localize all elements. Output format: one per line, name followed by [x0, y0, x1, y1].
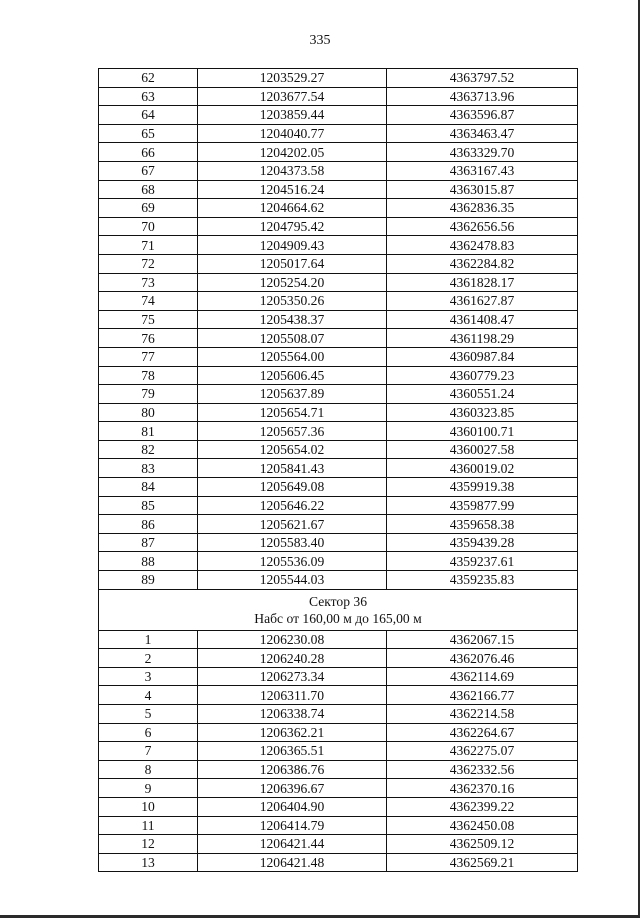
table-row: [99, 385, 578, 404]
table-row: [99, 571, 578, 590]
table-row: [99, 273, 578, 292]
y-coordinate-cell: 4363329.70: [387, 143, 578, 162]
x-coordinate-cell: 1205606.45: [198, 366, 387, 385]
x-coordinate-cell: 1205017.64: [198, 254, 387, 273]
table-row: [99, 217, 578, 236]
y-coordinate-cell: 4362076.46: [387, 649, 578, 668]
coordinates-rows-sector-35: [99, 69, 578, 590]
point-number-cell: 8: [99, 760, 198, 779]
x-coordinate-cell: 1205657.36: [198, 422, 387, 441]
x-coordinate-cell: 1205646.22: [198, 496, 387, 515]
y-coordinate-cell: 4362478.83: [387, 236, 578, 255]
x-coordinate-cell: 1205254.20: [198, 273, 387, 292]
point-number-cell: 73: [99, 273, 198, 292]
x-coordinate-cell: 1203859.44: [198, 106, 387, 125]
point-number-cell: 80: [99, 403, 198, 422]
y-coordinate-cell: 4362114.69: [387, 667, 578, 686]
y-coordinate-cell: 4362450.08: [387, 816, 578, 835]
page-number: 335: [309, 33, 331, 48]
table-row: [99, 686, 578, 705]
point-number-cell: 65: [99, 124, 198, 143]
point-number-cell: 71: [99, 236, 198, 255]
table-row: [99, 705, 578, 724]
table-row: [99, 533, 578, 552]
x-coordinate-cell: 1206396.67: [198, 779, 387, 798]
y-coordinate-cell: 4359877.99: [387, 496, 578, 515]
point-number-cell: 1: [99, 630, 198, 649]
table-row: [99, 478, 578, 497]
y-coordinate-cell: 4363797.52: [387, 69, 578, 88]
point-number-cell: 68: [99, 180, 198, 199]
x-coordinate-cell: 1205544.03: [198, 571, 387, 590]
y-coordinate-cell: 4361627.87: [387, 292, 578, 311]
y-coordinate-cell: 4363167.43: [387, 161, 578, 180]
x-coordinate-cell: 1206230.08: [198, 630, 387, 649]
y-coordinate-cell: 4360100.71: [387, 422, 578, 441]
y-coordinate-cell: 4362166.77: [387, 686, 578, 705]
y-coordinate-cell: 4362399.22: [387, 797, 578, 816]
x-coordinate-cell: 1205621.67: [198, 515, 387, 534]
sector-header-group: [99, 589, 578, 630]
y-coordinate-cell: 4360551.24: [387, 385, 578, 404]
x-coordinate-cell: 1204516.24: [198, 180, 387, 199]
coordinates-table: [98, 68, 578, 872]
point-number-cell: 67: [99, 161, 198, 180]
table-row: [99, 180, 578, 199]
point-number-cell: 78: [99, 366, 198, 385]
y-coordinate-cell: 4362836.35: [387, 199, 578, 218]
x-coordinate-cell: 1204909.43: [198, 236, 387, 255]
point-number-cell: 89: [99, 571, 198, 590]
point-number-cell: 3: [99, 667, 198, 686]
x-coordinate-cell: 1205654.02: [198, 440, 387, 459]
point-number-cell: 79: [99, 385, 198, 404]
table-row: [99, 853, 578, 872]
point-number-cell: 7: [99, 742, 198, 761]
y-coordinate-cell: 4359439.28: [387, 533, 578, 552]
point-number-cell: 70: [99, 217, 198, 236]
point-number-cell: 6: [99, 723, 198, 742]
y-coordinate-cell: 4361408.47: [387, 310, 578, 329]
table-row: [99, 347, 578, 366]
x-coordinate-cell: 1204373.58: [198, 161, 387, 180]
y-coordinate-cell: 4363463.47: [387, 124, 578, 143]
x-coordinate-cell: 1204664.62: [198, 199, 387, 218]
sector-header-cell: [99, 589, 578, 630]
table-row: [99, 515, 578, 534]
coordinates-rows-sector-36: [99, 630, 578, 872]
x-coordinate-cell: 1203677.54: [198, 87, 387, 106]
y-coordinate-cell: 4363015.87: [387, 180, 578, 199]
y-coordinate-cell: 4360027.58: [387, 440, 578, 459]
sector-height-range: Набс от 160,00 м до 165,00 м: [254, 610, 422, 626]
point-number-cell: 72: [99, 254, 198, 273]
y-coordinate-cell: 4360019.02: [387, 459, 578, 478]
y-coordinate-cell: 4359658.38: [387, 515, 578, 534]
point-number-cell: 66: [99, 143, 198, 162]
x-coordinate-cell: 1206273.34: [198, 667, 387, 686]
table-row: [99, 630, 578, 649]
table-row: [99, 649, 578, 668]
y-coordinate-cell: 4359919.38: [387, 478, 578, 497]
point-number-cell: 77: [99, 347, 198, 366]
x-coordinate-cell: 1206414.79: [198, 816, 387, 835]
point-number-cell: 69: [99, 199, 198, 218]
point-number-cell: 88: [99, 552, 198, 571]
x-coordinate-cell: 1206404.90: [198, 797, 387, 816]
x-coordinate-cell: 1206311.70: [198, 686, 387, 705]
y-coordinate-cell: 4362284.82: [387, 254, 578, 273]
table-row: [99, 69, 578, 88]
y-coordinate-cell: 4362332.56: [387, 760, 578, 779]
table-row: [99, 422, 578, 441]
y-coordinate-cell: 4362214.58: [387, 705, 578, 724]
point-number-cell: 86: [99, 515, 198, 534]
point-number-cell: 63: [99, 87, 198, 106]
table-row: [99, 552, 578, 571]
x-coordinate-cell: 1206240.28: [198, 649, 387, 668]
x-coordinate-cell: 1205654.71: [198, 403, 387, 422]
x-coordinate-cell: 1204202.05: [198, 143, 387, 162]
x-coordinate-cell: 1203529.27: [198, 69, 387, 88]
table-row: [99, 106, 578, 125]
x-coordinate-cell: 1205583.40: [198, 533, 387, 552]
y-coordinate-cell: 4360779.23: [387, 366, 578, 385]
y-coordinate-cell: 4362275.07: [387, 742, 578, 761]
point-number-cell: 11: [99, 816, 198, 835]
point-number-cell: 83: [99, 459, 198, 478]
x-coordinate-cell: 1206386.76: [198, 760, 387, 779]
point-number-cell: 4: [99, 686, 198, 705]
point-number-cell: 12: [99, 835, 198, 854]
x-coordinate-cell: 1206338.74: [198, 705, 387, 724]
y-coordinate-cell: 4361198.29: [387, 329, 578, 348]
point-number-cell: 64: [99, 106, 198, 125]
table-row: [99, 723, 578, 742]
y-coordinate-cell: 4362370.16: [387, 779, 578, 798]
x-coordinate-cell: 1205350.26: [198, 292, 387, 311]
table-row: [99, 667, 578, 686]
point-number-cell: 13: [99, 853, 198, 872]
table-row: [99, 310, 578, 329]
point-number-cell: 62: [99, 69, 198, 88]
point-number-cell: 81: [99, 422, 198, 441]
point-number-cell: 10: [99, 797, 198, 816]
table-row: [99, 254, 578, 273]
table-row: [99, 496, 578, 515]
x-coordinate-cell: 1205564.00: [198, 347, 387, 366]
x-coordinate-cell: 1205438.37: [198, 310, 387, 329]
table-row: [99, 292, 578, 311]
sector-title: Сектор 36: [308, 593, 368, 609]
point-number-cell: 5: [99, 705, 198, 724]
table-row: [99, 236, 578, 255]
table-row: [99, 124, 578, 143]
y-coordinate-cell: 4362509.12: [387, 835, 578, 854]
table-row: [99, 366, 578, 385]
point-number-cell: 74: [99, 292, 198, 311]
table-row: [99, 329, 578, 348]
point-number-cell: 9: [99, 779, 198, 798]
x-coordinate-cell: 1205508.07: [198, 329, 387, 348]
y-coordinate-cell: 4363596.87: [387, 106, 578, 125]
point-number-cell: 75: [99, 310, 198, 329]
table-row: [99, 440, 578, 459]
x-coordinate-cell: 1204040.77: [198, 124, 387, 143]
table-row: [99, 403, 578, 422]
table-row: [99, 459, 578, 478]
table-row: [99, 835, 578, 854]
x-coordinate-cell: 1206421.44: [198, 835, 387, 854]
table-row: [99, 87, 578, 106]
y-coordinate-cell: 4362569.21: [387, 853, 578, 872]
y-coordinate-cell: 4359235.83: [387, 571, 578, 590]
point-number-cell: 87: [99, 533, 198, 552]
x-coordinate-cell: 1206362.21: [198, 723, 387, 742]
point-number-cell: 76: [99, 329, 198, 348]
table-row: [99, 779, 578, 798]
table-row: [99, 742, 578, 761]
sector-header-row: [99, 589, 578, 630]
y-coordinate-cell: 4363713.96: [387, 87, 578, 106]
point-number-cell: 82: [99, 440, 198, 459]
y-coordinate-cell: 4362656.56: [387, 217, 578, 236]
point-number-cell: 85: [99, 496, 198, 515]
point-number-cell: 2: [99, 649, 198, 668]
y-coordinate-cell: 4362067.15: [387, 630, 578, 649]
x-coordinate-cell: 1206421.48: [198, 853, 387, 872]
table-row: [99, 797, 578, 816]
table-row: [99, 816, 578, 835]
y-coordinate-cell: 4360323.85: [387, 403, 578, 422]
point-number-cell: 84: [99, 478, 198, 497]
y-coordinate-cell: 4359237.61: [387, 552, 578, 571]
x-coordinate-cell: 1205649.08: [198, 478, 387, 497]
x-coordinate-cell: 1205536.09: [198, 552, 387, 571]
y-coordinate-cell: 4362264.67: [387, 723, 578, 742]
x-coordinate-cell: 1205637.89: [198, 385, 387, 404]
x-coordinate-cell: 1206365.51: [198, 742, 387, 761]
table-row: [99, 199, 578, 218]
table-row: [99, 760, 578, 779]
y-coordinate-cell: 4360987.84: [387, 347, 578, 366]
y-coordinate-cell: 4361828.17: [387, 273, 578, 292]
table-row: [99, 143, 578, 162]
table-row: [99, 161, 578, 180]
x-coordinate-cell: 1204795.42: [198, 217, 387, 236]
x-coordinate-cell: 1205841.43: [198, 459, 387, 478]
